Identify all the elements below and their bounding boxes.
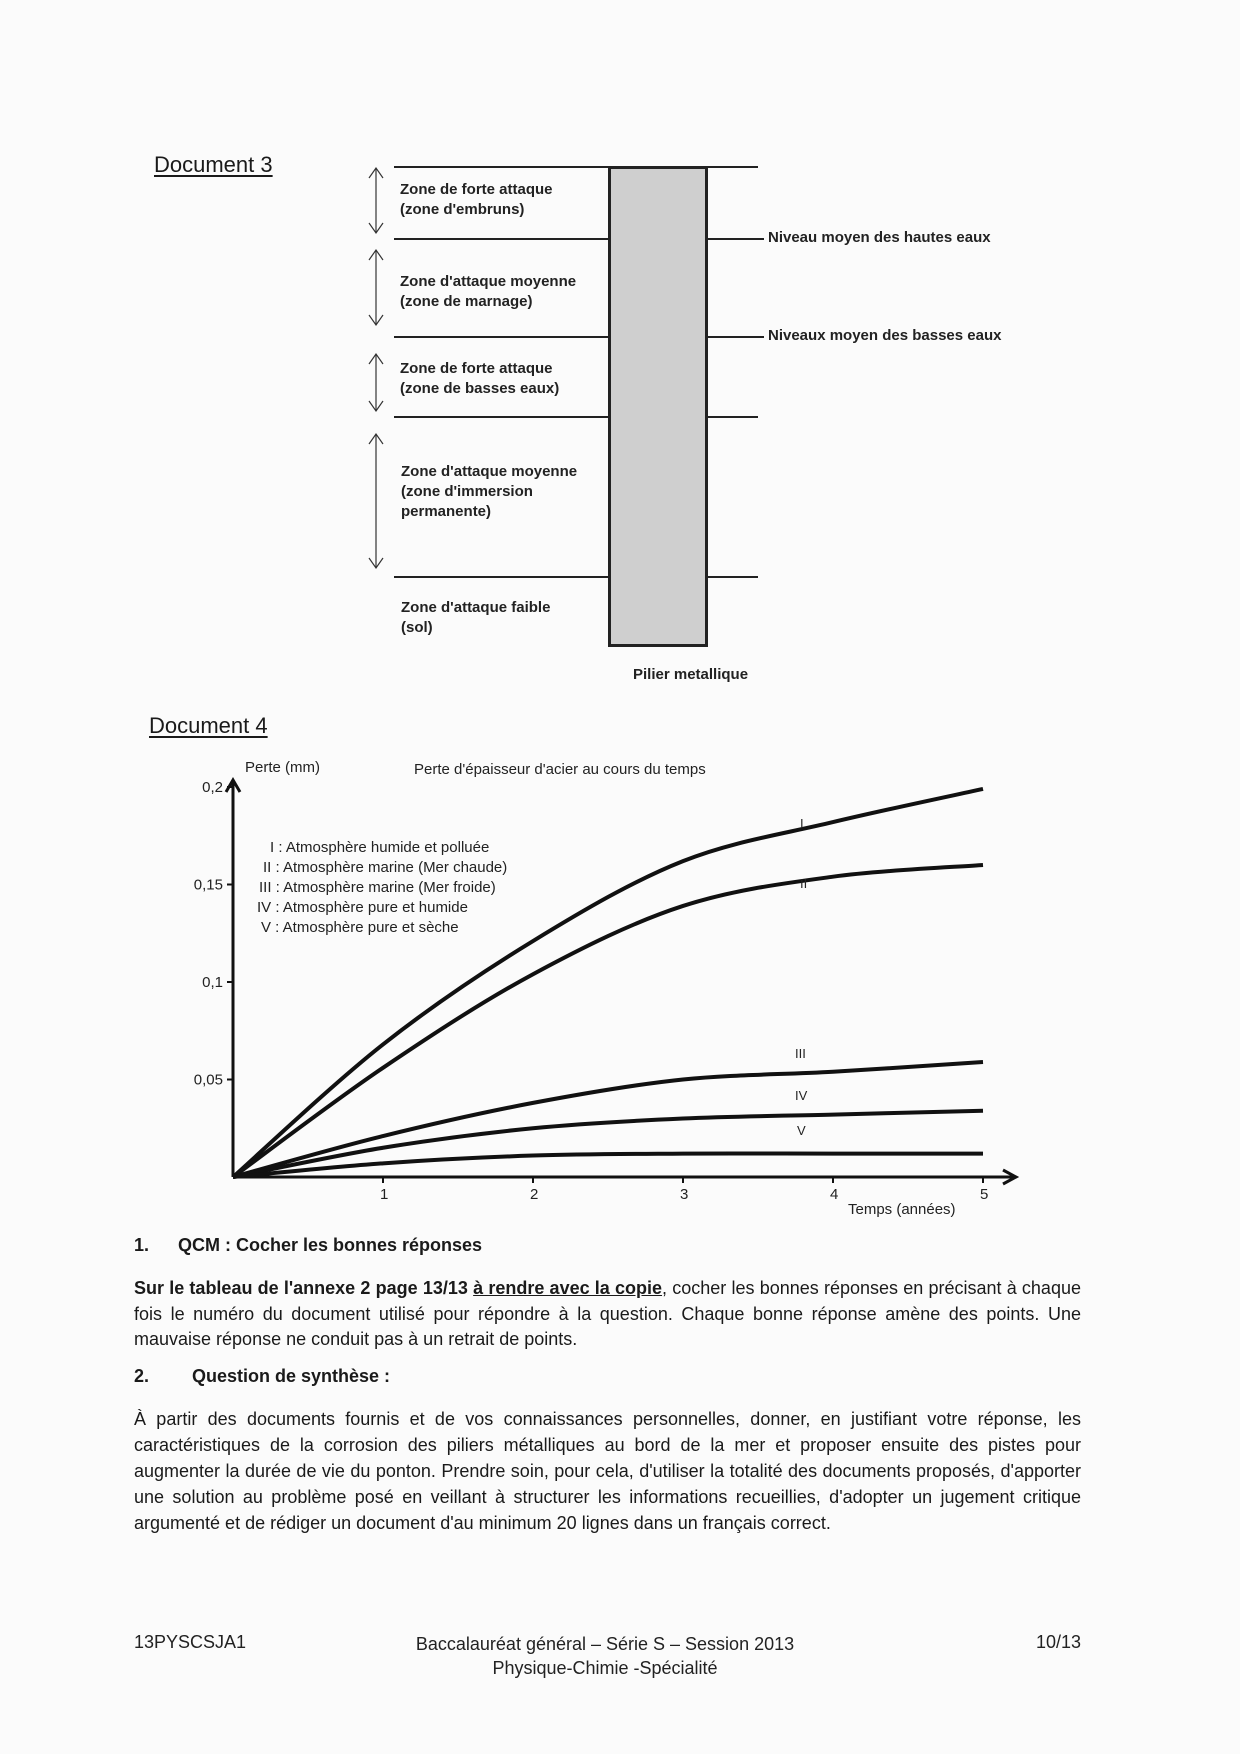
x-tick-label: 5 — [980, 1186, 989, 1203]
section1-title: QCM : Cocher les bonnes réponses — [178, 1235, 483, 1255]
series-label: I — [800, 816, 804, 831]
low-water-label: Niveaux moyen des basses eaux — [768, 327, 1002, 344]
high-water-line — [394, 238, 764, 240]
double-arrow-icon — [369, 354, 383, 411]
section2-title: Question de synthèse : — [192, 1366, 391, 1386]
low-water-line — [394, 336, 764, 338]
series-label: III — [795, 1046, 806, 1061]
zone-1-label: Zone de forte attaque (zone d'embruns) — [400, 181, 553, 218]
series-line-V — [233, 1153, 983, 1177]
x-tick-label: 4 — [830, 1186, 839, 1203]
footer-code: 13PYSCSJA1 — [134, 1632, 247, 1652]
legend-entry: V : Atmosphère pure et sèche — [261, 919, 459, 936]
section2-number: 2. — [134, 1366, 150, 1386]
document4-title: Document 4 — [149, 713, 268, 738]
y-tick-label: 0,15 — [193, 876, 223, 894]
instruction-text: , cocher les bonnes réponses en précisant à chaque fois le numéro du document utilisé pour répondre à la question. Chaque bonne réponse amène des points. Une mauvaise réponse ne conduit pas à un retrait de points. — [134, 1278, 1081, 1349]
corrosion-chart — [0, 740, 1240, 1230]
zone-2-label: Zone d'attaque moyenne (zone de marnage) — [400, 273, 577, 310]
double-arrow-icon — [369, 250, 383, 325]
x-tick-label: 2 — [530, 1186, 539, 1203]
y-tick-label: 0,05 — [193, 1071, 223, 1089]
document3-title: Document 3 — [154, 152, 273, 177]
series-line-III — [233, 1062, 983, 1177]
section1-number: 1. — [134, 1235, 150, 1255]
series-label: II — [800, 876, 808, 891]
double-arrow-icon — [369, 168, 383, 233]
double-arrow-icon — [369, 434, 383, 568]
footer-page-number: 10/13 — [1035, 1632, 1081, 1652]
high-water-label: Niveau moyen des hautes eaux — [768, 229, 991, 246]
chart-title: Perte d'épaisseur d'acier au cours du temps — [414, 761, 706, 778]
footer-center: Baccalauréat général – Série S – Session 2013 Physique-Chimie -Spécialité — [415, 1634, 795, 1678]
zone-arrows — [360, 160, 400, 580]
section2-paragraph: À partir des documents fournis et de vos connaissances personnelles, donner, en justifiant votre réponse, les caractéristiques de la corrosion des piliers métalliques au bord de la mer et proposer ensuite des pistes pour augmenter la durée de vie du ponton. Prendre soin, pour cela, d'utiliser la totalité des documents proposés, d'apporter une solution au problème posé en veillant à structurer les informations recueillies, d'adopter un jugement critique argumenté et de rédiger un document d'au minimum 20 lignes dans un français correct. — [134, 1409, 1081, 1533]
y-tick-label: 0,1 — [202, 974, 223, 991]
legend-entry: II : Atmosphère marine (Mer chaude) — [263, 859, 508, 876]
legend-entry: III : Atmosphère marine (Mer froide) — [259, 879, 496, 896]
y-tick-label: 0,2 — [202, 779, 223, 796]
pillar-label: Pilier metallique — [633, 666, 749, 683]
instruction-bold: Sur le tableau de l'annexe 2 page 13/13 — [134, 1278, 468, 1298]
x-tick-label: 3 — [680, 1186, 689, 1203]
zone-4-label: Zone d'attaque moyenne (zone d'immersion permanente) — [401, 463, 578, 520]
x-axis-label: Temps (années) — [848, 1201, 956, 1218]
zone-3-label: Zone de forte attaque (zone de basses eaux) — [400, 360, 560, 397]
x-tick-label: 1 — [380, 1186, 389, 1203]
legend-entry: I : Atmosphère humide et polluée — [270, 839, 490, 856]
metal-pillar — [608, 166, 708, 647]
series-label: IV — [795, 1088, 808, 1103]
series-label: V — [797, 1123, 806, 1138]
y-axis-label: Perte (mm) — [245, 759, 320, 776]
section1-paragraph — [134, 1276, 1081, 1353]
zone-5-label: Zone d'attaque faible (sol) — [401, 599, 551, 636]
instruction-underlined: à rendre avec la copie — [473, 1278, 663, 1298]
legend-entry: IV : Atmosphère pure et humide — [257, 899, 468, 916]
